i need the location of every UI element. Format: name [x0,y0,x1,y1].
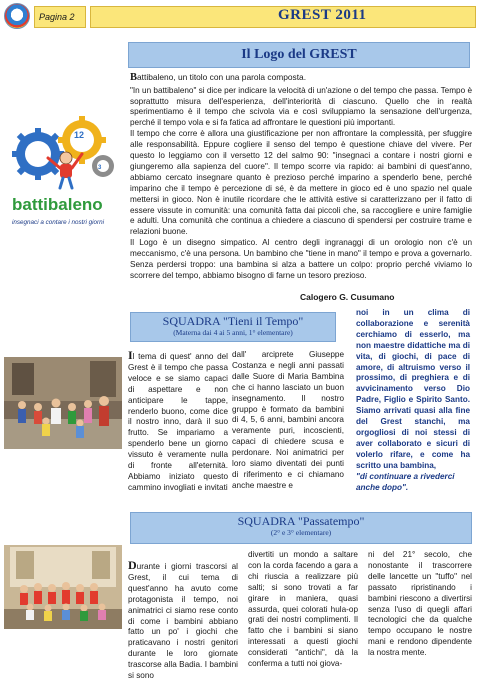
gear-clock-logo-icon [8,106,122,238]
svg-text:12: 12 [74,130,85,140]
page-number: Pagina 2 [39,12,75,22]
squadra1-column-2 [232,350,344,492]
squadra1-initial: I [128,348,133,362]
squadra1-quote: "di continuare a rivederci anche dopo". [356,471,455,492]
squadra1-title-bar [130,312,336,342]
logo-section-title-bar [128,42,470,68]
logo-article [130,72,472,282]
squadra1-text-3: noi in un clima di collaborazione e serenità cerchiamo di esserlo, ma non maestre didattiche ma di vita, di giochi, di pace di amore, di altruismo verso il prossimo, di preghiera e di avvicinamento verso Dio Padre, Figlio e Spirito Santo. Siamo arrivati quasi alla fine del Grest stanchi, ma orgogliosi di noi stessi di aver collaborato e sicuri di volerlo rifare, e come ha scritto una bambina, [356,308,470,470]
article-signature: Calogero G. Cusumano [300,292,395,302]
article-lead-text: attibaleno, un titolo con una parola composta. [137,72,307,82]
squadra2-photo [4,545,122,629]
page-title: GREST 2011 [278,7,367,23]
squadra2-text-1-body: urante i giorni trascorsi al Grest, il cui tema di quest'anno ha avuto come protagonista il tempo, noi animatrici ci siamo rese conto di come i bambini abbiano fatto un po' i giochi che praticavano i nostri genitori durante le loro giornate trascorse alla Badia. I bambini si sono [128,562,238,681]
squadra2-subtitle: (2° e 3° elementare) [270,528,332,537]
article-lead [130,72,472,84]
squadra1-text-1-body: l tema di quest' anno del Grest è il tempo che passa veloce e se siamo capaci di aspettare e non anticipare le tappe, renderlo buono, come dice il nostro inno, darà il suo frutto. Se impariamo a spenderlo bene un giorno vissuto è veramente nulla di fronte all'eternità. Abbiamo iniziato questo cammino invogliati e invitati [128,352,228,492]
squadra2-column-1 [128,560,238,682]
squadra2-title: SQUADRA "Passatempo" [237,514,365,528]
squadra2-text-1 [128,560,238,682]
page-header [0,0,480,34]
squadra1-title: SQUADRA "Tieni il Tempo" [162,314,304,328]
children-courtyard-photo-icon [4,357,122,449]
squadra2-text-2: divertiti un mondo a saltare con la corda facendo a gara a chi riuscia a realizzare più salti; si sono trovati a far girare in maniera, quasi assurda, quei colorati hula-op grati dei nostri complimenti. Il fatto che i bambini si siano interessati a questi giochi considerati "antichi", dà la conferma a tutti noi giova- [248,550,358,669]
article-lead-initial: B [130,72,138,83]
squadra2-column-2 [248,550,358,670]
squadra1-text-1 [128,350,228,494]
squadra2-title-bar [130,512,472,544]
svg-text:3: 3 [98,165,102,171]
squadra1-text-2: dall' arciprete Giuseppe Costanza e negli anni passati dalle Suore di Maria Bambina che ci hanno lasciato un buon insegnamento. Il nostro gruppo è formato da bambini di 4, 5, 6 anni, bambini ancora veramente puri, incoscienti, capaci di chiedere scusa e perdonare. Noi animatrici per loro siamo diventati dei punti di riferimento e ci chiamano anche maestre e [232,350,344,490]
squadra2-text-3: ni del 21° secolo, che nonostante il trascorrere delle lancette un "tuffo" nel passato ripristinando i bambini riescono a divertirsi senza l'uso di quegli affari tecnologici che da qualche tempo occupano le nostre mani e rendono dipendente la nostra mente. [368,550,472,658]
parish-emblem-icon [4,3,30,29]
squadra1-column-3 [356,308,470,493]
squadra1-subtitle: (Materna dai 4 ai 5 anni, 1° elementare) [173,328,293,337]
grest-logo [8,106,122,238]
squadra2-initial: D [128,558,137,572]
page-number-tab [34,6,86,28]
logo-word: battibaleno [12,195,103,214]
squadra2-column-3 [368,550,472,659]
article-paragraph-3: Il Logo è un disegno simpatico. Al centro degli ingranaggi di un orologio non c'è un meccanismo, c'è una persona. Un bambino che "tiene in mano" il tempo e prova a governarlo. Senza perdersi troppo: una bambina si alza a battere un colpo: proprio perché viviamo lo scorrere del tempo, abbiamo bisogno di farne un tesoro prezioso. [130,238,472,280]
article-paragraph-1: "In un battibaleno" si dice per indicare la velocità di un'azione o del tempo che passa. Tempo è soprattutto misura dell'esperienza, dell'interiorità di ciascuno. Quello che in realtà sperimentiamo è il tempo che scivola via e così sviluppiamo la sensazione dell'urgenza, perché il tempo vola e si fa fatica ad affrontare le questioni più importanti. [130,85,472,128]
logo-tagline: insegnaci a contare i nostri giorni [12,219,105,226]
squadra1-column-1 [128,350,228,494]
article-paragraph-2: Il tempo che corre è allora una giustificazione per non affrontare la complessità, per sfuggire alle responsabilità. Eppure cogliere il senso del tempo è questione chiave del vivere. Per questo lo leggiamo con il versetto 12 del salmo 90: "insegnaci a contare i nostri giorni e giungeremo alla sapienza del cuore". Il tempo scorre via rapido: ai bambini di quest'anno, abbiamo cercato insegnare quanto è prezioso perché imparino a spenderlo bene, perché imparino che il tempo è percezione di sé, è da mettere in gioco ed è uno spazio nel quale mettersi in gioco. Non è inutile ricordare che le attività estive si caratterizzano per il fatto di essere vissute in comunità: una comunità fatta dai piccoli che, sa raccogliere e unire famiglie e adulti. Una comunità che continua a chiedere a ciascuno di spendersi per costruire trame e relazioni buone. [130,129,472,237]
children-group-photo-icon [4,545,122,629]
squadra1-photo [4,357,122,449]
logo-section-title: Il Logo del GREST [241,47,357,62]
